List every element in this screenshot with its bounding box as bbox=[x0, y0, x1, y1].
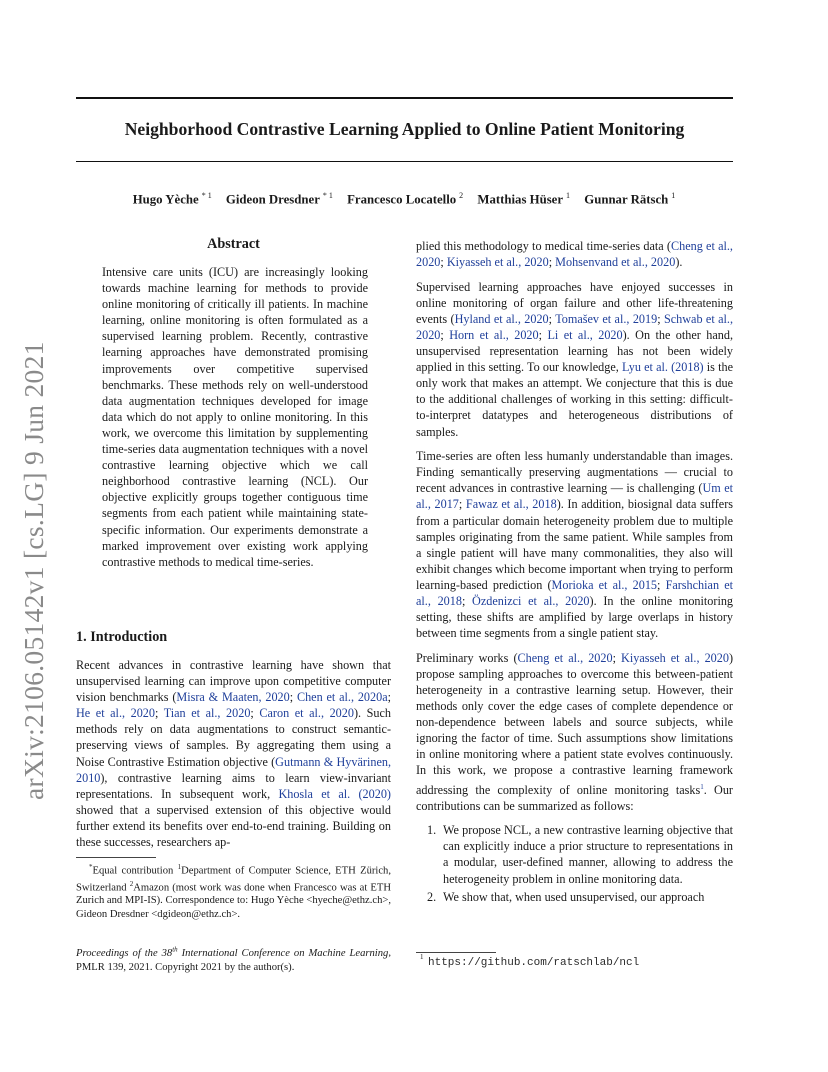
citation-separator: ; bbox=[548, 255, 556, 270]
citation-link[interactable]: Cheng et al., 2020 bbox=[416, 239, 733, 270]
footnote-mark: 1 bbox=[177, 863, 182, 871]
citation-link[interactable]: Chen et al., 2020a bbox=[296, 690, 388, 705]
title-bottom-rule bbox=[76, 161, 733, 162]
citation-link[interactable]: Fawaz et al., 2018 bbox=[465, 497, 557, 512]
paragraph bbox=[416, 448, 733, 641]
body-text: Preliminary works ( bbox=[416, 650, 518, 665]
citation-link[interactable]: Horn et al., 2020 bbox=[449, 327, 539, 342]
citation-link[interactable]: Özdenizci et al., 2020 bbox=[472, 593, 590, 608]
body-text: plied this methodology to medical time-series data ( bbox=[416, 239, 671, 253]
citation-link[interactable]: Tomašev et al., 2019 bbox=[555, 311, 658, 326]
abstract-heading: Abstract bbox=[207, 236, 260, 252]
citation-link[interactable]: Tian et al., 2020 bbox=[163, 706, 251, 721]
author-name: Gideon Dresdner bbox=[225, 192, 320, 207]
citation-link[interactable]: Kiyasseh et al., 2020 bbox=[621, 650, 729, 665]
body-text: is the only work that makes an attempt. We conjecture that this is due to the additional challenges of working in this setting: difficult-to-interpret datatypes and heterogeneous distributions of samples. bbox=[416, 360, 733, 439]
title-top-rule bbox=[76, 97, 733, 99]
citation-link[interactable]: Lyu et al. (2018) bbox=[621, 360, 704, 375]
body-text: Supervised learning approaches have enjoyed successes in online monitoring of organ failure and other life-threatening events ( bbox=[416, 279, 733, 326]
introduction-paragraph bbox=[76, 657, 391, 850]
citation-separator: ; bbox=[458, 497, 466, 512]
arxiv-stamp: arXiv:2106.05142v1 [cs.LG] 9 Jun 2021 bbox=[18, 341, 49, 800]
footnote-text: Equal contribution bbox=[92, 865, 178, 877]
citation-link[interactable]: Schwab et al., 2020 bbox=[416, 311, 733, 342]
list-item bbox=[416, 889, 733, 905]
proceedings-sup: th bbox=[172, 945, 178, 953]
footnote-rule bbox=[76, 857, 156, 858]
repository-url-link[interactable]: https://github.com/ratschlab/ncl bbox=[428, 957, 640, 969]
footnote-link[interactable]: 1 bbox=[700, 782, 704, 791]
citation-separator: ; bbox=[440, 327, 450, 342]
paragraph bbox=[416, 238, 733, 270]
body-text: Recent advances in contrastive learning have shown that unsupervised learning can improve upon competitive computer vision benchmarks ( bbox=[76, 658, 391, 705]
body-text: Time-series are often less humanly understandable than images. Finding semantically preserving augmentations — crucial to recent advances in contrastive learning — is challenging ( bbox=[416, 449, 733, 496]
citation-link[interactable]: Caron et al., 2020 bbox=[259, 706, 354, 721]
author-name: Gunnar Rätsch bbox=[584, 192, 669, 207]
body-text: ). In the online monitoring setting, these shifts are amplified by large overlaps in history between time segments from a single patient stay. bbox=[416, 593, 734, 641]
citation-link[interactable]: He et al., 2020 bbox=[76, 706, 155, 721]
section-heading-introduction: 1. Introduction bbox=[76, 629, 168, 645]
citation-separator: ; bbox=[289, 690, 297, 705]
proceedings-text: Proceedings of the 38 bbox=[76, 947, 173, 959]
author-affiliation-mark: 2 bbox=[459, 191, 464, 200]
citation-separator: ; bbox=[250, 706, 260, 721]
author-list bbox=[76, 191, 733, 207]
list-item-text: We show that, when used unsupervised, our approach bbox=[443, 889, 705, 904]
citation-link[interactable]: Hyland et al., 2020 bbox=[454, 311, 549, 326]
citation-link[interactable]: Um et al., 2017 bbox=[416, 481, 734, 512]
citation-separator: ; bbox=[657, 311, 664, 326]
author-name: Hugo Yèche bbox=[132, 192, 199, 207]
citation-separator: ; bbox=[538, 327, 548, 342]
citation-separator: ; bbox=[548, 311, 556, 326]
paragraph bbox=[416, 650, 733, 814]
contribution-list bbox=[416, 822, 733, 904]
citation-separator: ; bbox=[461, 593, 473, 608]
affiliation-footnote bbox=[76, 861, 391, 921]
citation-link[interactable]: Li et al., 2020 bbox=[547, 327, 623, 342]
body-text: showed that a supervised extension of this objective would further extend its benefits over end-to-end training. Building on these successes, researchers ap- bbox=[76, 802, 391, 850]
footnote-text: Department of Computer Science, ETH Zürich, Switzerland bbox=[76, 865, 391, 894]
right-column bbox=[416, 238, 733, 907]
list-number: 1. bbox=[427, 823, 437, 838]
footnote-mark: 1 bbox=[420, 953, 424, 961]
footnote-rule bbox=[416, 952, 496, 953]
list-item bbox=[416, 822, 733, 886]
author-affiliation-mark: 1 bbox=[671, 191, 676, 200]
list-item-text: We propose NCL, a new contrastive learning objective that can explicitly induce a prior structure to representations in a modular, user-defined manner, allowing to address the heterogeneity problem in online monitoring data. bbox=[443, 823, 733, 886]
author-affiliation-mark: * 1 bbox=[201, 191, 212, 200]
citation-link[interactable]: Kiyasseh et al., 2020 bbox=[446, 255, 549, 270]
author-affiliation-mark: * 1 bbox=[322, 191, 333, 200]
footnote-mark: * bbox=[88, 863, 93, 871]
proceedings-note bbox=[76, 942, 391, 975]
list-number: 2. bbox=[427, 889, 437, 904]
proceedings-text: , PMLR 139, 2021. Copyright 2021 by the author(s). bbox=[76, 947, 391, 973]
footnote-mark: 2 bbox=[129, 879, 134, 888]
author-name: Matthias Hüser bbox=[477, 192, 564, 207]
citation-separator: ; bbox=[387, 690, 391, 705]
paper-title: Neighborhood Contrastive Learning Applied to Online Patient Monitoring bbox=[124, 119, 685, 139]
citation-link[interactable]: Gutmann & Hyvärinen, 2010 bbox=[76, 754, 391, 785]
abstract-text: Intensive care units (ICU) are increasingly looking towards machine learning for methods to provide online monitoring of critically ill patients. In machine learning, online monitoring is often formulated as a supervised learning problem. Recently, contrastive learning approaches have demonstrated promising improvements over competitive supervised benchmarks. These methods rely on well-understood data augmentation techniques developed for image data which do not apply to online monitoring. In this work, we overcome this limitation by supplementing time-series data augmentation techniques with a novel contrastive learning objective which we call neighborhood contrastive learning (NCL). Our objective explicitly groups together contiguous time segments from each patient while maintaining state-specific information. Our experiments demonstrate a marked improvement over existing work applying contrastive methods to medical time-series. bbox=[102, 265, 368, 569]
body-text: ). In addition, biosignal data suffers from a particular domain heterogeneity problem due to multiple samples originating from the same patient. While samples from a single patient will have many commonalities, they also will exhibit changes which become important when trying to perform learning-based prediction ( bbox=[416, 497, 734, 592]
body-text: ). On the other hand, unsupervised representation learning has not been widely applied in this setting. To our knowledge, bbox=[416, 327, 734, 375]
citation-link[interactable]: Misra & Maaten, 2020 bbox=[176, 690, 290, 705]
citation-separator: ; bbox=[154, 706, 164, 721]
citation-link[interactable]: Mohsenvand et al., 2020 bbox=[555, 255, 676, 270]
paragraph bbox=[416, 279, 733, 440]
citation-separator: ; bbox=[612, 650, 622, 665]
author-name: Francesco Locatello bbox=[347, 192, 457, 207]
proceedings-text: International Conference on Machine Learning bbox=[177, 947, 389, 959]
footnote-text: Amazon (most work was done when Francesco was at ETH Zurich and MPI-IS). Correspondence to: Hugo Yèche <hyeche@ethz.ch>, Gideon Dresdner <dgideon@ethz.ch>. bbox=[76, 882, 391, 920]
body-text: ) propose sampling approaches to overcome this between-patient heterogeneity in a contrastive learning setup. However, their methods only cover the edge cases of complete dependence or non-dependence between labels and source subjects, while ignoring the factor of time. Such assumptions show limitations in online monitoring where a patient state evolves continuously. In this work, we propose a contrastive learning framework addressing the complexity of online monitoring tasks bbox=[416, 650, 734, 797]
citation-link[interactable]: Farshchian et al., 2018 bbox=[416, 577, 733, 608]
body-text: . Our contributions can be summarized as follows: bbox=[416, 782, 733, 813]
citation-separator: ; bbox=[440, 255, 447, 270]
citation-link[interactable]: Khosla et al. (2020) bbox=[278, 786, 391, 801]
author-affiliation-mark: 1 bbox=[566, 191, 571, 200]
citation-separator: ; bbox=[657, 577, 666, 592]
citation-link[interactable]: Cheng et al., 2020 bbox=[517, 650, 613, 665]
citation-link[interactable]: Morioka et al., 2015 bbox=[551, 577, 658, 592]
body-text: ). bbox=[675, 255, 683, 270]
body-text: ), contrastive learning aims to learn view-invariant representations. In subsequent work, bbox=[76, 770, 391, 801]
body-text: ). Such methods rely on data augmentations to construct semantic-preserving views of samples. By aggregating them using a Noise Contrastive Estimation objective ( bbox=[76, 706, 392, 769]
